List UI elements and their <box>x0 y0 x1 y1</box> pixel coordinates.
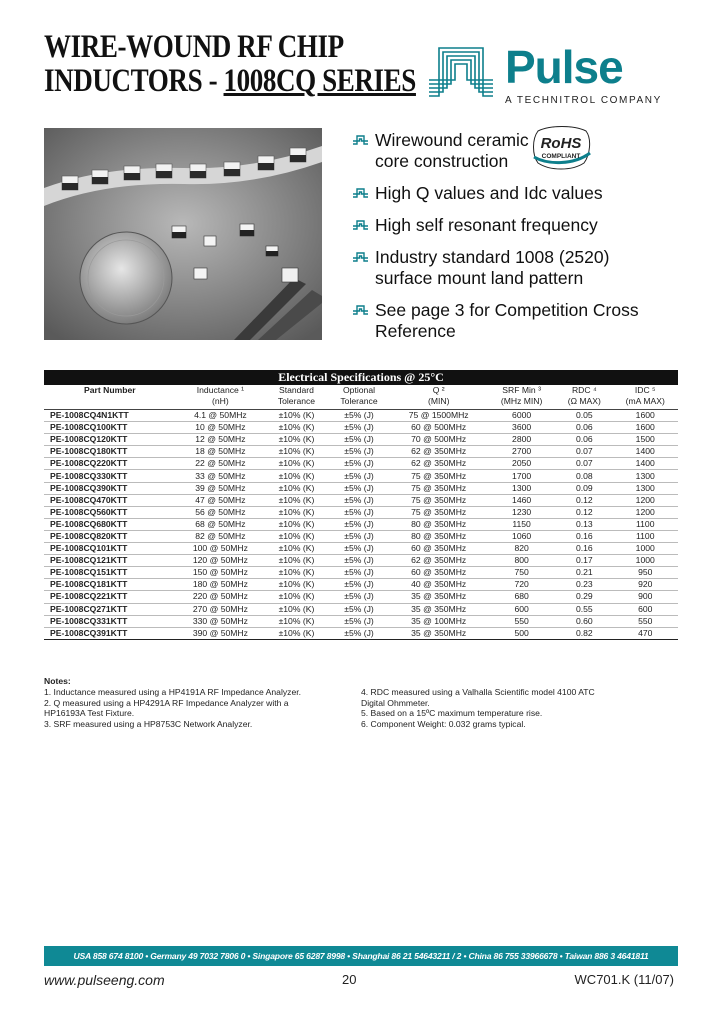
table-cell: ±10% (K) <box>265 579 328 591</box>
table-cell: ±5% (J) <box>328 506 391 518</box>
column-header <box>176 385 266 410</box>
table-cell: 800 <box>487 555 556 567</box>
table-cell: 330 @ 50MHz <box>176 615 266 627</box>
feature-item <box>352 130 672 172</box>
table-cell: 600 <box>487 603 556 615</box>
table-cell: ±5% (J) <box>328 470 391 482</box>
feature-item <box>352 215 672 236</box>
table-cell: 35 @ 350MHz <box>390 591 487 603</box>
table-cell: ±10% (K) <box>265 627 328 639</box>
table-cell: ±5% (J) <box>328 555 391 567</box>
table-cell: ±5% (J) <box>328 543 391 555</box>
column-header-label: SRF Min ³ <box>502 385 541 395</box>
table-cell: 68 @ 50MHz <box>176 518 266 530</box>
table-cell: 220 @ 50MHz <box>176 591 266 603</box>
column-header <box>390 385 487 410</box>
table-cell: 47 @ 50MHz <box>176 494 266 506</box>
table-cell: ±5% (J) <box>328 518 391 530</box>
feature-item <box>352 300 672 342</box>
table-cell: ±5% (J) <box>328 458 391 470</box>
table-row <box>44 567 678 579</box>
column-header <box>612 385 678 410</box>
feature-list <box>352 130 672 353</box>
table-cell: ±5% (J) <box>328 494 391 506</box>
table-cell: ±10% (K) <box>265 615 328 627</box>
table-cell: PE-1008CQ4N1KTT <box>44 410 176 422</box>
table-cell: 70 @ 500MHz <box>390 434 487 446</box>
table-cell: 180 @ 50MHz <box>176 579 266 591</box>
table-cell: 12 @ 50MHz <box>176 434 266 446</box>
table-cell: 0.09 <box>556 482 612 494</box>
table-cell: 1200 <box>612 494 678 506</box>
column-header-sub: (nH) <box>212 396 229 406</box>
table-cell: 1400 <box>612 458 678 470</box>
table-cell: ±5% (J) <box>328 422 391 434</box>
table-cell: 1500 <box>612 434 678 446</box>
table-cell: 920 <box>612 579 678 591</box>
table-cell: 1200 <box>612 506 678 518</box>
table-cell: 0.17 <box>556 555 612 567</box>
column-header <box>265 385 328 410</box>
table-cell: 75 @ 1500MHz <box>390 410 487 422</box>
table-row <box>44 615 678 627</box>
table-cell: 75 @ 350MHz <box>390 494 487 506</box>
table-cell: 35 @ 350MHz <box>390 627 487 639</box>
logo-name: Pulse <box>505 41 623 93</box>
table-cell: 1100 <box>612 530 678 542</box>
table-cell: ±10% (K) <box>265 555 328 567</box>
table-cell: 75 @ 350MHz <box>390 470 487 482</box>
table-cell: PE-1008CQ120KTT <box>44 434 176 446</box>
table-cell: 10 @ 50MHz <box>176 422 266 434</box>
table-cell: 2800 <box>487 434 556 446</box>
feature-text: Wirewound ceramic core construction <box>375 130 529 171</box>
table-cell: 2700 <box>487 446 556 458</box>
table-cell: 2050 <box>487 458 556 470</box>
column-header-sub: (Ω MAX) <box>567 396 601 406</box>
table-cell: 35 @ 350MHz <box>390 603 487 615</box>
table-cell: 75 @ 350MHz <box>390 482 487 494</box>
notes-right-column: 4. RDC measured using a Valhalla Scientific model 4100 ATC Digital Ohmmeter. 5. Based on a 15ºC maximum temperature rise. 6. Component Weight: 0.032 grams typical. <box>361 687 595 729</box>
table-cell: ±10% (K) <box>265 567 328 579</box>
table-cell: 33 @ 50MHz <box>176 470 266 482</box>
table-cell: ±5% (J) <box>328 579 391 591</box>
table-cell: ±5% (J) <box>328 591 391 603</box>
table-cell: 750 <box>487 567 556 579</box>
table-cell: 75 @ 350MHz <box>390 506 487 518</box>
table-cell: 550 <box>612 615 678 627</box>
table-cell: PE-1008CQ271KTT <box>44 603 176 615</box>
column-header-sub: (MHz MIN) <box>500 396 543 406</box>
table-cell: 1400 <box>612 446 678 458</box>
table-cell: PE-1008CQ100KTT <box>44 422 176 434</box>
table-cell: 0.82 <box>556 627 612 639</box>
table-cell: PE-1008CQ680KTT <box>44 518 176 530</box>
table-cell: ±5% (J) <box>328 567 391 579</box>
table-cell: 40 @ 350MHz <box>390 579 487 591</box>
feature-item <box>352 247 672 289</box>
table-cell: 1230 <box>487 506 556 518</box>
pulse-logo <box>425 40 675 112</box>
table-cell: PE-1008CQ560KTT <box>44 506 176 518</box>
table-row <box>44 555 678 567</box>
table-cell: 6000 <box>487 410 556 422</box>
table-cell: 0.60 <box>556 615 612 627</box>
table-cell: ±10% (K) <box>265 458 328 470</box>
table-row <box>44 458 678 470</box>
contact-bar: USA 858 674 8100 • Germany 49 7032 7806 0 • Singapore 65 6287 8998 • Shanghai 86 21 54643211 / 2 • China 86 755 33966678 • Taiwan 886 3 4641811 <box>44 946 678 966</box>
column-header-label: Optional <box>343 385 376 395</box>
footer-website[interactable]: www.pulseeng.com <box>44 972 165 988</box>
table-cell: 1060 <box>487 530 556 542</box>
table-cell: PE-1008CQ470KTT <box>44 494 176 506</box>
table-cell: ±10% (K) <box>265 506 328 518</box>
feature-text: High Q values and Idc values <box>375 183 603 203</box>
table-cell: 0.06 <box>556 434 612 446</box>
column-header-sub: Tolerance <box>277 396 316 406</box>
title-prefix: INDUCTORS - <box>44 63 224 99</box>
table-cell: 0.29 <box>556 591 612 603</box>
table-cell: 500 <box>487 627 556 639</box>
table-row <box>44 410 678 422</box>
table-cell: 1600 <box>612 410 678 422</box>
table-cell: 0.07 <box>556 446 612 458</box>
column-header <box>487 385 556 410</box>
table-cell: 4.1 @ 50MHz <box>176 410 266 422</box>
table-cell: PE-1008CQ331KTT <box>44 615 176 627</box>
table-row <box>44 579 678 591</box>
table-cell: 1460 <box>487 494 556 506</box>
table-cell: 1100 <box>612 518 678 530</box>
table-cell: PE-1008CQ390KTT <box>44 482 176 494</box>
column-header-sub: Tolerance <box>340 396 378 406</box>
feature-text: Industry standard 1008 (2520) surface mount land pattern <box>375 247 610 288</box>
table-cell: 1600 <box>612 422 678 434</box>
column-header-sub: (MIN) <box>427 396 450 406</box>
pulse-bullet-icon <box>352 186 369 200</box>
table-cell: 150 @ 50MHz <box>176 567 266 579</box>
pulse-bullet-icon <box>352 303 369 317</box>
table-cell: 680 <box>487 591 556 603</box>
table-cell: 600 <box>612 603 678 615</box>
feature-text: See page 3 for Competition Cross Reference <box>375 300 639 341</box>
title-series: 1008CQ SERIES <box>223 63 416 99</box>
column-header-label: Inductance ¹ <box>196 385 245 395</box>
table-row <box>44 627 678 639</box>
table-row <box>44 530 678 542</box>
table-cell: ±10% (K) <box>265 603 328 615</box>
table-cell: 0.06 <box>556 422 612 434</box>
table-row <box>44 506 678 518</box>
table-cell: 1000 <box>612 543 678 555</box>
table-cell: 820 <box>487 543 556 555</box>
notes-title: Notes: <box>44 676 71 686</box>
table-cell: 0.23 <box>556 579 612 591</box>
table-cell: ±10% (K) <box>265 434 328 446</box>
table-row <box>44 518 678 530</box>
table-cell: 720 <box>487 579 556 591</box>
table-cell: 0.13 <box>556 518 612 530</box>
table-row <box>44 422 678 434</box>
table-cell: ±10% (K) <box>265 591 328 603</box>
table-cell: ±5% (J) <box>328 530 391 542</box>
table-cell: ±10% (K) <box>265 446 328 458</box>
table-row <box>44 494 678 506</box>
table-cell: PE-1008CQ101KTT <box>44 543 176 555</box>
table-cell: 35 @ 100MHz <box>390 615 487 627</box>
table-cell: 0.08 <box>556 470 612 482</box>
footer-document-code: WC701.K (11/07) <box>574 972 674 987</box>
table-cell: 1000 <box>612 555 678 567</box>
footer-page-number: 20 <box>342 972 357 987</box>
table-cell: 390 @ 50MHz <box>176 627 266 639</box>
column-header-label: Q ² <box>432 385 445 395</box>
column-header-label: RDC ⁴ <box>571 385 597 395</box>
table-cell: ±10% (K) <box>265 530 328 542</box>
table-cell: ±10% (K) <box>265 494 328 506</box>
column-header-sub: (mA MAX) <box>625 396 665 406</box>
table-cell: 1300 <box>612 482 678 494</box>
title-line-1: WIRE-WOUND RF CHIP <box>44 29 344 65</box>
table-cell: 1700 <box>487 470 556 482</box>
table-cell: PE-1008CQ180KTT <box>44 446 176 458</box>
table-cell: PE-1008CQ121KTT <box>44 555 176 567</box>
table-cell: 1150 <box>487 518 556 530</box>
table-cell: PE-1008CQ220KTT <box>44 458 176 470</box>
table-cell: 3600 <box>487 422 556 434</box>
pulse-mark-icon <box>425 42 497 100</box>
table-row <box>44 446 678 458</box>
table-cell: 39 @ 50MHz <box>176 482 266 494</box>
feature-item <box>352 183 672 204</box>
table-row <box>44 434 678 446</box>
table-cell: 80 @ 350MHz <box>390 530 487 542</box>
table-cell: 80 @ 350MHz <box>390 518 487 530</box>
table-cell: 0.16 <box>556 530 612 542</box>
table-cell: ±10% (K) <box>265 482 328 494</box>
pulse-bullet-icon <box>352 133 369 147</box>
table-cell: ±5% (J) <box>328 615 391 627</box>
table-cell: 0.05 <box>556 410 612 422</box>
column-header <box>44 385 176 410</box>
pulse-bullet-icon <box>352 250 369 264</box>
table-cell: ±5% (J) <box>328 482 391 494</box>
inductors-photo-image <box>44 128 322 340</box>
table-cell: 900 <box>612 591 678 603</box>
table-cell: 62 @ 350MHz <box>390 555 487 567</box>
table-cell: 0.12 <box>556 506 612 518</box>
table-row <box>44 470 678 482</box>
table-cell: PE-1008CQ181KTT <box>44 579 176 591</box>
table-cell: ±10% (K) <box>265 422 328 434</box>
logo-tagline: A TECHNITROL COMPANY <box>505 95 662 106</box>
table-cell: ±10% (K) <box>265 543 328 555</box>
table-cell: 60 @ 350MHz <box>390 567 487 579</box>
table-cell: 0.16 <box>556 543 612 555</box>
table-cell: ±10% (K) <box>265 470 328 482</box>
table-cell: ±10% (K) <box>265 410 328 422</box>
table-row <box>44 482 678 494</box>
table-cell: 270 @ 50MHz <box>176 603 266 615</box>
table-cell: ±5% (J) <box>328 603 391 615</box>
table-cell: PE-1008CQ151KTT <box>44 567 176 579</box>
table-cell: ±5% (J) <box>328 446 391 458</box>
table-cell: 0.12 <box>556 494 612 506</box>
table-cell: 62 @ 350MHz <box>390 446 487 458</box>
product-photo <box>44 128 322 340</box>
table-cell: 100 @ 50MHz <box>176 543 266 555</box>
table-cell: 0.55 <box>556 603 612 615</box>
table-cell: PE-1008CQ221KTT <box>44 591 176 603</box>
table-row <box>44 543 678 555</box>
table-cell: 1300 <box>612 470 678 482</box>
column-header <box>556 385 612 410</box>
table-cell: 62 @ 350MHz <box>390 458 487 470</box>
table-cell: PE-1008CQ391KTT <box>44 627 176 639</box>
table-cell: 60 @ 500MHz <box>390 422 487 434</box>
column-header-label: Standard <box>279 385 314 395</box>
feature-text: High self resonant frequency <box>375 215 598 235</box>
table-row <box>44 603 678 615</box>
table-cell: 82 @ 50MHz <box>176 530 266 542</box>
column-header-label: Part Number <box>84 385 136 395</box>
page-title <box>44 30 416 98</box>
table-cell: 22 @ 50MHz <box>176 458 266 470</box>
electrical-specifications-table <box>44 370 678 640</box>
rohs-label: RoHS <box>540 135 582 152</box>
table-cell: ±5% (J) <box>328 627 391 639</box>
table-row <box>44 591 678 603</box>
column-header <box>328 385 391 410</box>
table-cell: ±10% (K) <box>265 518 328 530</box>
table-cell: 950 <box>612 567 678 579</box>
table-cell: 0.07 <box>556 458 612 470</box>
table-cell: 56 @ 50MHz <box>176 506 266 518</box>
notes-section <box>44 676 684 729</box>
column-header-label: IDC ⁵ <box>634 385 656 395</box>
table-cell: PE-1008CQ820KTT <box>44 530 176 542</box>
table-title: Electrical Specifications @ 25°C <box>44 370 678 385</box>
table-cell: PE-1008CQ330KTT <box>44 470 176 482</box>
notes-left-column: 1. Inductance measured using a HP4191A RF Impedance Analyzer. 2. Q measured using a HP4291A RF Impedance Analyzer with a HP16193A Test Fixture. 3. SRF measured using a HP8753C Network Analyzer. <box>44 687 302 729</box>
table-cell: 550 <box>487 615 556 627</box>
table-cell: ±5% (J) <box>328 434 391 446</box>
table-cell: 120 @ 50MHz <box>176 555 266 567</box>
table-cell: 470 <box>612 627 678 639</box>
pulse-bullet-icon <box>352 218 369 232</box>
table-cell: 18 @ 50MHz <box>176 446 266 458</box>
table-cell: ±5% (J) <box>328 410 391 422</box>
table-cell: 0.21 <box>556 567 612 579</box>
table-cell: 60 @ 350MHz <box>390 543 487 555</box>
table-cell: 1300 <box>487 482 556 494</box>
title-line-2 <box>44 64 416 98</box>
rohs-compliant-label: COMPLIANT <box>541 153 581 160</box>
